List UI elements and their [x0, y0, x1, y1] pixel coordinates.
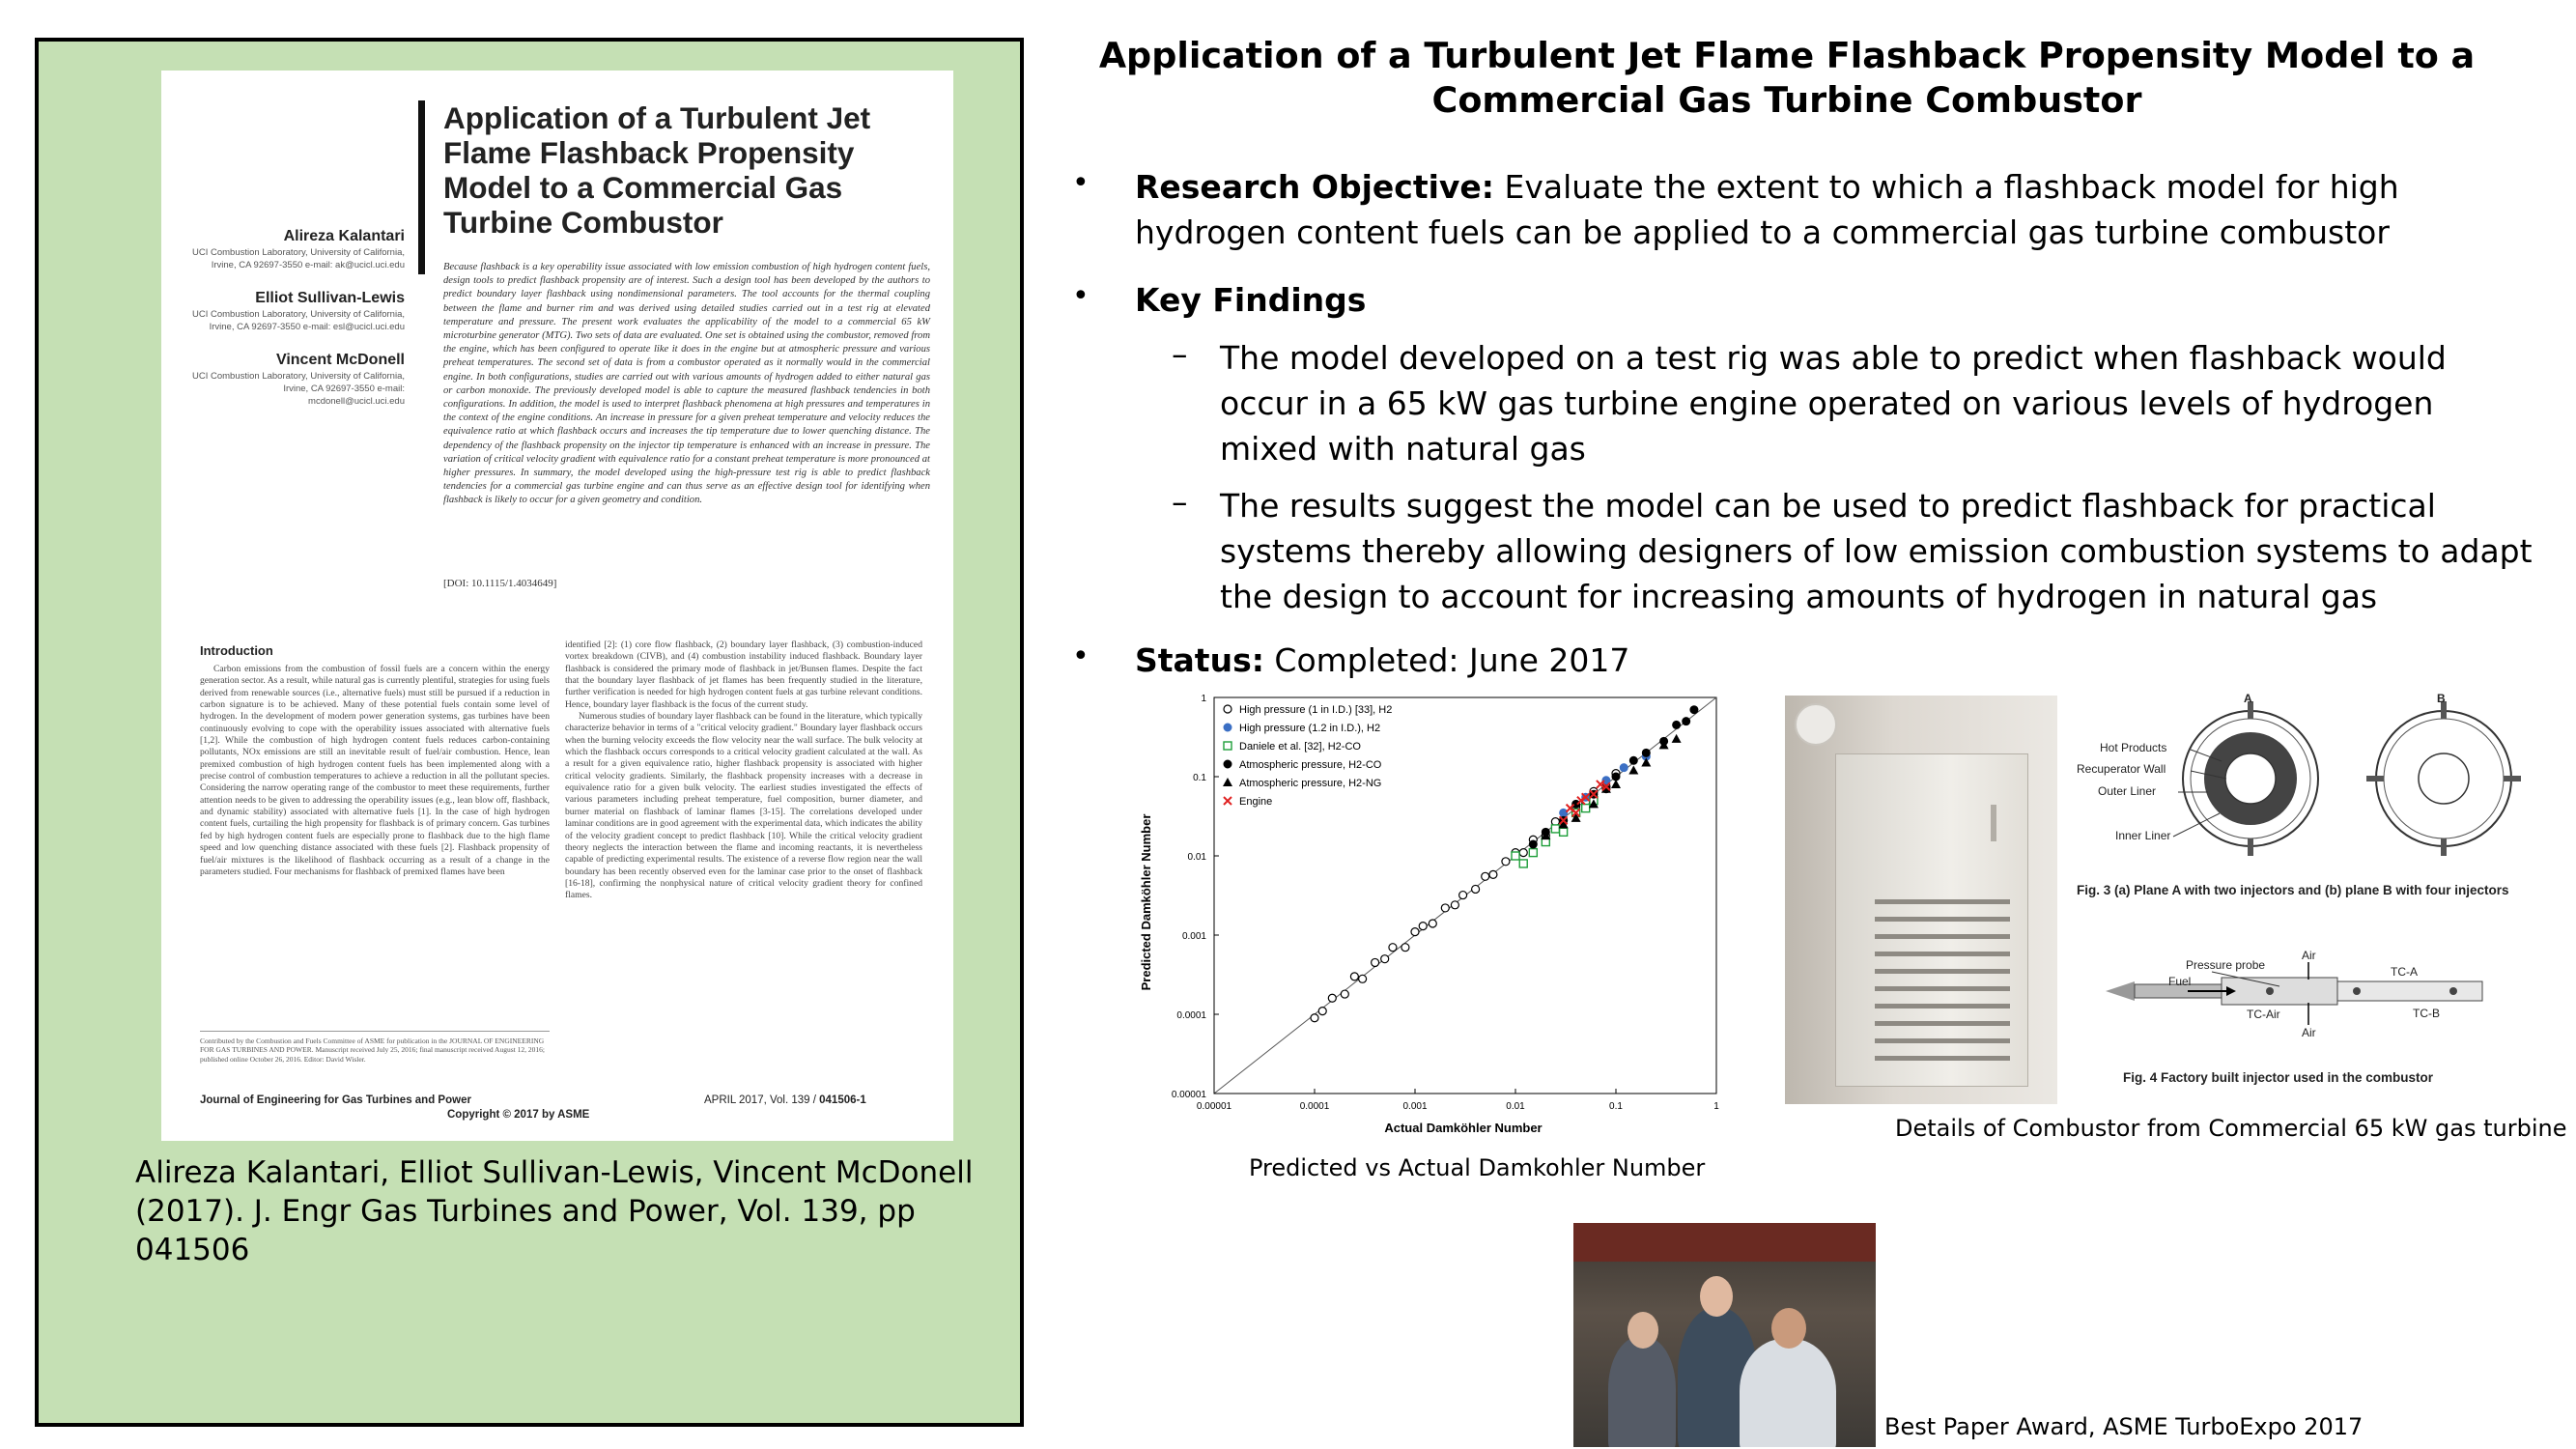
- legend-entry: Atmospheric pressure, H2-CO: [1239, 759, 1382, 771]
- author-entry: [184, 351, 405, 408]
- fan-icon: [1795, 703, 1837, 746]
- data-point: [1482, 872, 1489, 880]
- data-point: [1328, 994, 1336, 1002]
- legend-marker: [1224, 742, 1231, 750]
- legend-entry: High pressure (1 in I.D.) [33], H2: [1239, 704, 1393, 716]
- author-name: Vincent McDonell: [275, 352, 405, 368]
- data-point: [1551, 825, 1559, 833]
- slide-title: Application of a Turbulent Jet Flame Flashback Propensity Model to a Commercial Gas Turbine Combustor: [1098, 35, 2476, 121]
- injector-label: Pressure probe: [2186, 958, 2266, 972]
- person-face: [1771, 1308, 1806, 1349]
- data-point: [1690, 706, 1698, 714]
- bullet-symbol: •: [1072, 279, 1090, 313]
- data-point: [1318, 1008, 1326, 1015]
- legend-marker: [1224, 724, 1231, 731]
- objective-bullet: [1135, 164, 2526, 255]
- data-point: [1519, 860, 1527, 867]
- award-photo: [1573, 1223, 1876, 1447]
- author-affiliation: UCI Combustion Laboratory, University of California, Irvine, CA 92697-3550 e-mail: esl@ucicl.uci.edu: [192, 309, 405, 332]
- volume-info: [704, 1094, 866, 1106]
- status-text: Completed: June 2017: [1263, 641, 1630, 679]
- turbine-cabinet: [1835, 753, 2028, 1087]
- injector-label: TC-A: [2391, 965, 2418, 979]
- finding-1: The model developed on a test rig was able to predict when flashback would occur in a 65 kW gas turbine engine operated on various levels of hydrogen mixed with natural gas: [1220, 339, 2447, 468]
- status-bullet: [1135, 638, 2526, 683]
- data-point: [1389, 944, 1397, 952]
- injector-label: Fuel: [2168, 975, 2192, 988]
- x-tick-label: 0.01: [1506, 1101, 1525, 1112]
- x-tick-label: 0.1: [1609, 1101, 1623, 1112]
- data-point: [1529, 840, 1537, 848]
- legend-entry: Atmospheric pressure, H2-NG: [1239, 778, 1382, 789]
- data-point: [1459, 892, 1467, 899]
- findings-label: Key Findings: [1135, 281, 1367, 319]
- data-point: [1451, 901, 1458, 909]
- dash-symbol: –: [1172, 483, 1188, 521]
- legend-entry: Engine: [1239, 796, 1273, 808]
- data-point: [1381, 955, 1389, 963]
- plane-a-label: A: [2244, 692, 2252, 705]
- injector-label: TC-Air: [2247, 1008, 2280, 1021]
- data-point: [1629, 756, 1637, 764]
- fig3-caption: Fig. 3 (a) Plane A with two injectors and (b) plane B with four injectors: [2077, 883, 2509, 897]
- data-point: [1529, 849, 1537, 857]
- y-tick-label: 0.01: [1187, 852, 1206, 863]
- volume-date: APRIL 2017, Vol. 139 /: [704, 1094, 820, 1106]
- objective-label: Research Objective:: [1135, 168, 1495, 206]
- data-point: [1372, 958, 1379, 966]
- journal-name: Journal of Engineering for Gas Turbines and Power: [200, 1094, 471, 1106]
- citation-text: Alireza Kalantari, Elliot Sullivan-Lewis, Vincent McDonell (2017). J. Engr Gas Turbines and Power, Vol. 139, pp 041506: [135, 1155, 974, 1267]
- page-number: 041506-1: [819, 1094, 866, 1106]
- y-tick-label: 0.1: [1193, 773, 1206, 783]
- data-point: [1673, 721, 1681, 728]
- combustor-schematic: [2077, 692, 2521, 1097]
- title-bar: [418, 100, 425, 274]
- author-name: Alireza Kalantari: [283, 228, 405, 244]
- paper-first-page: [161, 71, 953, 1141]
- objective-text: Evaluate the extent to which a flashback model for high hydrogen content fuels can be applied to a commercial gas turbine combustor: [1135, 168, 2399, 251]
- injector-label: Air: [2302, 949, 2316, 962]
- data-point: [1472, 885, 1480, 893]
- data-point: [1419, 923, 1427, 930]
- diagram-label: Hot Products: [2100, 741, 2167, 754]
- data-point: [1512, 852, 1519, 860]
- author-name: Elliot Sullivan-Lewis: [255, 290, 405, 306]
- data-point: [1519, 849, 1527, 857]
- findings-bullet: [1135, 277, 2526, 323]
- bullet-symbol: •: [1072, 639, 1090, 673]
- x-tick-label: 0.00001: [1196, 1101, 1232, 1112]
- author-entry: [184, 289, 405, 333]
- copyright-notice: Copyright © 2017 by ASME: [447, 1109, 590, 1121]
- legend-marker: [1224, 705, 1231, 713]
- y-tick-label: 1: [1201, 694, 1206, 704]
- bullet-symbol: •: [1072, 166, 1090, 200]
- data-point: [1620, 764, 1628, 772]
- award-caption: Best Paper Award, ASME TurboExpo 2017: [1884, 1413, 2364, 1440]
- data-point: [1341, 990, 1348, 998]
- intro-paragraph: identified [2]: (1) core flow flashback, (2) boundary layer flashback, (3) combustion-induced vortex breakdown (CIVB), and (4) combustion instability induced flashback. Boundary layer flashback is considered the primary mode of flashback in jet/Bunsen flames. Despite the fact that the boundary layer flashback of jet flames has been frequently studied in the literature, further verification is needed for high hydrogen content fuels at gas turbine relevant conditions. Hence, boundary layer flashback is the focus of the current study.: [565, 639, 922, 710]
- data-point: [1429, 920, 1436, 927]
- paper-authors: [184, 227, 405, 425]
- legend-entry: High pressure (1.2 in I.D.), H2: [1239, 723, 1381, 734]
- legend-entry: Daniele et al. [32], H2-CO: [1239, 741, 1361, 753]
- data-point: [1642, 749, 1650, 756]
- data-point: [1350, 973, 1358, 980]
- intro-paragraph: Numerous studies of boundary layer flashback can be found in the literature, which typically characterize behavior in terms of a "critical velocity gradient." Boundary layer flashback occurs when the burning velocity exceeds the flow velocity near the wall surface. The bulk velocity at which the flashback occurs corresponds to a critical velocity gradient calculated at the wall. As a result for a given equivalence ratio, higher flashback propensity is associated with higher critical velocity gradients. Similarly, the flashback propensity increases with a decrease in equivalence ratio for a given bulk velocity. The earliest studies investigated the effects of various parameters including preheat temperature, fuel composition, burner diameter, and burner material on flashback of laminar flames [3-15]. The correlations developed under laminar conditions are in good agreement with the experimental data, which indicates the ability of the velocity gradient concept to predict flashback [10]. While the critical velocity gradient theory neglects the interaction between the flame and incoming reactants, it is nevertheless capable of predicting experimental results. The existence of a reverse flow region near the wall boundary has been recently observed even for the laminar case prior to the onset of flashback [16-18], confirming the nonphysical nature of critical velocity gradient theory for confined flames.: [565, 711, 922, 901]
- data-point: [1502, 858, 1510, 866]
- fig4-caption: Fig. 4 Factory built injector used in the combustor: [2123, 1070, 2434, 1085]
- plane-b-label: B: [2437, 692, 2446, 705]
- person-face: [1628, 1312, 1658, 1349]
- gas-turbine-photo: [1785, 696, 2057, 1104]
- injector-label: Air: [2302, 1026, 2316, 1039]
- intro-column-left: Carbon emissions from the combustion of fossil fuels are a concern within the energy generation sector. As a result, while natural gas is currently plentiful, strategies for using fuels derived from renewable sources (i.e., alternative fuels) must still be pursued if a reduction in carbon signature is to be achieved. Many of these potential fuels contain some level of hydrogen. In the development of modern power generation systems, gas turbines have been continuously evolving to cope with the operability issues associated with alternative fuels [1,2]. While the combustion of high hydrogen content fuels reduces carbon-containing pollutants, NOx emissions are still an inevitable result of fuel/air combustion. Hence, lean premixed combustion of high hydrogen content fuels has been implemented along with a precise control of combustion temperatures to achieve a reduction in all the pollutant species. Considering the narrow operating range of the combustor to meet these requirements, further attention needs to be given to addressing the operability issues (e.g., lean blow off, flashback, and dynamic stability) associated with alternative fuels [1]. In the case of high hydrogen content fuels, curtailing the high propensity for flashback is of primary concern. Gas turbines fed by high hydrogen content fuels are especially prone to flashback due to the high flame speed and low quenching distance associated with these fuels [2]. Flashback propensity of fuel/air mixtures is the likelihood of flashback occurring as a result of a change in the parameters studied. Four mechanisms for flashback of premixed flames have been: [200, 664, 550, 877]
- person: [1608, 1337, 1676, 1447]
- x-tick-label: 1: [1713, 1101, 1719, 1112]
- paper-title: Application of a Turbulent Jet Flame Flashback Propensity Model to a Commercial Gas Turbine Combustor: [443, 100, 871, 240]
- paper-footnote: Contributed by the Combustion and Fuels Committee of ASME for publication in the JOURNAL OF ENGINEERING FOR GAS TURBINES AND POWER. Manuscript received July 25, 2016; final manuscript received August 12, 2016; published online October 26, 2016. Editor: David Wisler.: [200, 1031, 550, 1064]
- data-point: [1582, 805, 1590, 812]
- data-point: [1560, 809, 1568, 816]
- author-entry: [184, 227, 405, 271]
- y-tick-label: 0.0001: [1176, 1010, 1206, 1021]
- paper-panel: [35, 38, 1024, 1427]
- data-point: [1683, 718, 1690, 725]
- author-affiliation: UCI Combustion Laboratory, University of California, Irvine, CA 92697-3550 e-mail: ak@ucicl.uci.edu: [192, 247, 405, 270]
- paper-abstract: Because flashback is a key operability issue associated with low emission combustion of high hydrogen content fuels, design tools to predict flashback propensity are of interest. Such a design tool has been developed by the authors to predict boundary layer flashback using nondimensional parameters. The tool accounts for the thermal coupling between the flame and burner rim and was derived using detailed studies carried out in a test rig at elevated temperature and pressure. The present work evaluates the applicability of the model to a commercial 65 kW microturbine generator (MTG). Two sets of data are evaluated. One set is obtained using the combustor, removed from the engine, which has been configured to operate like it does in the engine but at atmospheric pressure and various preheat temperatures. The second set of data is from a combustor operated as it normally would in the commercial engine. In both configurations, studies are carried out with various amounts of hydrogen added to either natural gas or carbon monoxide. The previously developed model is able to capture the measured flashback tendencies in both configurations. In addition, the model is used to interpret flashback phenomena at high pressures and temperatures in the context of the engine conditions. An increase in pressure for a given preheat temperature and velocity reduces the equivalence ratio at which flashback occurs and increases the tip temperature due to lower quenching distance. The dependency of the flashback propensity on the injector tip temperature is enhanced with an increase in pressure. The variation of critical velocity gradient with equivalence ratio for a constant preheat temperature is more pronounced at higher pressures. In summary, the model developed using the high-pressure test rig is able to predict flashback tendencies for a commercial gas turbine engine and can thus serve as an effective design tool for identifying when flashback is likely to occur for a given geometry and condition.: [443, 262, 930, 506]
- status-label: Status:: [1135, 641, 1264, 679]
- y-tick-label: 0.00001: [1171, 1090, 1206, 1100]
- x-tick-label: 0.0001: [1299, 1101, 1330, 1112]
- intro-column-right: [565, 639, 922, 1107]
- intro-heading: Introduction: [200, 643, 273, 658]
- person: [1740, 1339, 1836, 1447]
- data-point: [1401, 944, 1409, 952]
- data-point: [1411, 928, 1419, 936]
- y-axis-label: Predicted Damköhler Number: [1139, 813, 1153, 991]
- paper-doi: [DOI: 10.1115/1.4034649]: [443, 578, 557, 589]
- x-tick-label: 0.001: [1402, 1101, 1428, 1112]
- legend-marker: [1224, 760, 1231, 768]
- data-point: [1489, 870, 1497, 878]
- person-face: [1700, 1276, 1733, 1317]
- combustor-caption: Details of Combustor from Commercial 65 kW gas turbine: [1895, 1115, 2567, 1142]
- chart-caption: Predicted vs Actual Damkohler Number: [1249, 1154, 1706, 1181]
- author-affiliation: UCI Combustion Laboratory, University of California, Irvine, CA 92697-3550 e-mail: mcdonell@ucicl.uci.edu: [192, 371, 405, 407]
- diagram-label: Outer Liner: [2098, 784, 2157, 798]
- dash-symbol: –: [1172, 335, 1188, 373]
- machinery-background: [1573, 1223, 1876, 1262]
- finding-2: The results suggest the model can be used to predict flashback for practical systems thereby allowing designers of low emission combustion systems to adapt the design to account for increasing amounts of hydrogen in natural gas: [1220, 487, 2533, 615]
- diagram-label: Inner Liner: [2115, 829, 2171, 842]
- x-axis-label: Actual Damköhler Number: [1384, 1121, 1543, 1135]
- injector-label: TC-B: [2413, 1007, 2440, 1020]
- data-point: [1441, 904, 1449, 912]
- data-point: [1359, 975, 1367, 982]
- diagram-label: Recuperator Wall: [2077, 762, 2166, 776]
- data-point: [1311, 1014, 1318, 1022]
- data-point: [1612, 773, 1620, 781]
- y-tick-label: 0.001: [1181, 931, 1206, 942]
- damkohler-scatter-chart: [1135, 688, 1734, 1142]
- data-point: [1560, 828, 1568, 836]
